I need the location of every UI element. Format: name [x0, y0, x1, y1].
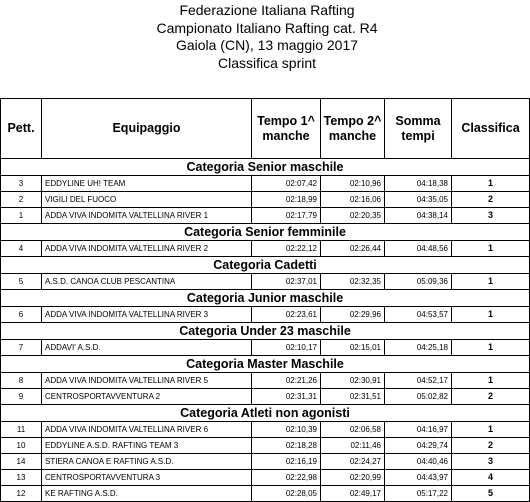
- crew-name: ADDA VIVA INDOMITA VALTELLINA RIVER 5: [42, 373, 252, 389]
- table-row: [1, 373, 530, 389]
- crew-name: EDDYLINE A.S.D. RAFTING TEAM 3: [42, 438, 252, 454]
- category-row: [1, 290, 530, 307]
- rank: 1: [452, 176, 530, 192]
- crew-name: STIERA CANOA E RAFTING A.S.D.: [42, 454, 252, 470]
- time-total: 04:40,46: [385, 454, 452, 470]
- time-run-1: 02:22,12: [252, 241, 321, 257]
- rank: 1: [452, 373, 530, 389]
- bib-number: 1: [1, 208, 42, 224]
- category-row: [1, 159, 530, 176]
- crew-name: ADDA VIVA INDOMITA VALTELLINA RIVER 2: [42, 241, 252, 257]
- federation-title: Federazione Italiana Rafting: [179, 2, 355, 18]
- col-header-tempo1: Tempo 1^ manche: [252, 99, 321, 159]
- rank: 1: [452, 422, 530, 438]
- time-total: 04:53,57: [385, 307, 452, 323]
- time-run-1: 02:07,42: [252, 176, 321, 192]
- time-total: 04:25,18: [385, 340, 452, 356]
- table-row: [1, 274, 530, 290]
- table-row: [1, 208, 530, 224]
- table-row: [1, 307, 530, 323]
- championship-title: Campionato Italiano Rafting cat. R4: [156, 19, 378, 36]
- event-location-date: Gaiola (CN), 13 maggio 2017: [175, 37, 359, 53]
- time-run-1: 02:28,05: [252, 486, 321, 502]
- time-run-1: 02:22,98: [252, 470, 321, 486]
- crew-name: ADDA VIVA INDOMITA VALTELLINA RIVER 1: [42, 208, 252, 224]
- crew-name: ADDAVI' A.S.D.: [42, 340, 252, 356]
- bib-number: 13: [1, 470, 42, 486]
- time-total: 05:02,82: [385, 389, 452, 405]
- col-header-somma: Somma tempi: [385, 99, 452, 159]
- crew-name: VIGILI DEL FUOCO: [42, 192, 252, 208]
- bib-number: 8: [1, 373, 42, 389]
- time-run-2: 02:49,17: [321, 486, 385, 502]
- table-row: [1, 241, 530, 257]
- time-run-1: 02:37,01: [252, 274, 321, 290]
- time-run-2: 02:20,35: [321, 208, 385, 224]
- bib-number: 7: [1, 340, 42, 356]
- ranking-type: Classifica sprint: [217, 54, 317, 71]
- bib-number: 14: [1, 454, 42, 470]
- bib-number: 12: [1, 486, 42, 502]
- time-run-1: 02:31,31: [252, 389, 321, 405]
- rank: 4: [452, 470, 530, 486]
- time-total: 04:38,14: [385, 208, 452, 224]
- bib-number: 3: [1, 176, 42, 192]
- results-table: [0, 98, 530, 502]
- time-total: 05:09,36: [385, 274, 452, 290]
- category-label: Categoria Atleti non agonisti: [1, 405, 530, 422]
- category-row: [1, 257, 530, 274]
- rank: 1: [452, 241, 530, 257]
- category-label: Categoria Junior maschile: [1, 290, 530, 307]
- time-total: 04:48,56: [385, 241, 452, 257]
- rank: 1: [452, 307, 530, 323]
- bib-number: 5: [1, 274, 42, 290]
- crew-name: EDDYLINE UH! TEAM: [42, 176, 252, 192]
- rank: 2: [452, 192, 530, 208]
- table-row: [1, 340, 530, 356]
- table-row: [1, 470, 530, 486]
- time-total: 05:17,22: [385, 486, 452, 502]
- time-total: 04:35,05: [385, 192, 452, 208]
- col-header-equipaggio: Equipaggio: [42, 99, 252, 159]
- time-run-2: 02:32,35: [321, 274, 385, 290]
- time-run-2: 02:20,99: [321, 470, 385, 486]
- time-run-1: 02:18,28: [252, 438, 321, 454]
- rank: 1: [452, 274, 530, 290]
- col-header-pett: Pett.: [1, 99, 42, 159]
- results-body: [1, 159, 530, 502]
- bib-number: 6: [1, 307, 42, 323]
- crew-name: A.S.D. CANOA CLUB PESCANTINA: [42, 274, 252, 290]
- category-row: [1, 323, 530, 340]
- time-run-2: 02:11,46: [321, 438, 385, 454]
- time-run-2: 02:30,91: [321, 373, 385, 389]
- time-run-1: 02:17,79: [252, 208, 321, 224]
- category-label: Categoria Senior femminile: [1, 224, 530, 241]
- time-run-2: 02:24,27: [321, 454, 385, 470]
- rank: 5: [452, 486, 530, 502]
- table-row: [1, 454, 530, 470]
- category-label: Categoria Cadetti: [1, 257, 530, 274]
- bib-number: 9: [1, 389, 42, 405]
- document-header: [0, 2, 530, 72]
- time-run-2: 02:26,44: [321, 241, 385, 257]
- time-run-2: 02:29,96: [321, 307, 385, 323]
- time-run-2: 02:31,51: [321, 389, 385, 405]
- crew-name: ADDA VIVA INDOMITA VALTELLINA RIVER 6: [42, 422, 252, 438]
- crew-name: CENTROSPORTAVVENTURA 3: [42, 470, 252, 486]
- table-row: [1, 438, 530, 454]
- time-total: 04:16,97: [385, 422, 452, 438]
- table-row: [1, 176, 530, 192]
- bib-number: 10: [1, 438, 42, 454]
- time-run-1: 02:23,61: [252, 307, 321, 323]
- time-total: 04:29,74: [385, 438, 452, 454]
- category-row: [1, 405, 530, 422]
- rank: 2: [452, 438, 530, 454]
- col-header-classifica: Classifica: [452, 99, 530, 159]
- bib-number: 11: [1, 422, 42, 438]
- rank: 1: [452, 340, 530, 356]
- rank: 2: [452, 389, 530, 405]
- bib-number: 4: [1, 241, 42, 257]
- time-run-2: 02:15,01: [321, 340, 385, 356]
- rank: 3: [452, 208, 530, 224]
- category-row: [1, 224, 530, 241]
- table-row: [1, 389, 530, 405]
- time-run-2: 02:10,96: [321, 176, 385, 192]
- time-run-1: 02:10,39: [252, 422, 321, 438]
- table-row: [1, 192, 530, 208]
- time-total: 04:52,17: [385, 373, 452, 389]
- table-row: [1, 422, 530, 438]
- time-run-1: 02:10,17: [252, 340, 321, 356]
- category-label: Categoria Senior maschile: [1, 159, 530, 176]
- time-total: 04:18,38: [385, 176, 452, 192]
- crew-name: KE RAFTING A.S.D.: [42, 486, 252, 502]
- time-run-2: 02:16,06: [321, 192, 385, 208]
- crew-name: ADDA VIVA INDOMITA VALTELLINA RIVER 3: [42, 307, 252, 323]
- category-label: Categoria Master Maschile: [1, 356, 530, 373]
- category-label: Categoria Under 23 maschile: [1, 323, 530, 340]
- time-run-1: 02:18,99: [252, 192, 321, 208]
- col-header-tempo2: Tempo 2^ manche: [321, 99, 385, 159]
- bib-number: 2: [1, 192, 42, 208]
- time-run-1: 02:16,19: [252, 454, 321, 470]
- header-row: [1, 99, 530, 159]
- time-total: 04:43,97: [385, 470, 452, 486]
- rank: 3: [452, 454, 530, 470]
- category-row: [1, 356, 530, 373]
- crew-name: CENTROSPORTAVVENTURA 2: [42, 389, 252, 405]
- time-run-1: 02:21,26: [252, 373, 321, 389]
- table-row: [1, 486, 530, 502]
- time-run-2: 02:06,58: [321, 422, 385, 438]
